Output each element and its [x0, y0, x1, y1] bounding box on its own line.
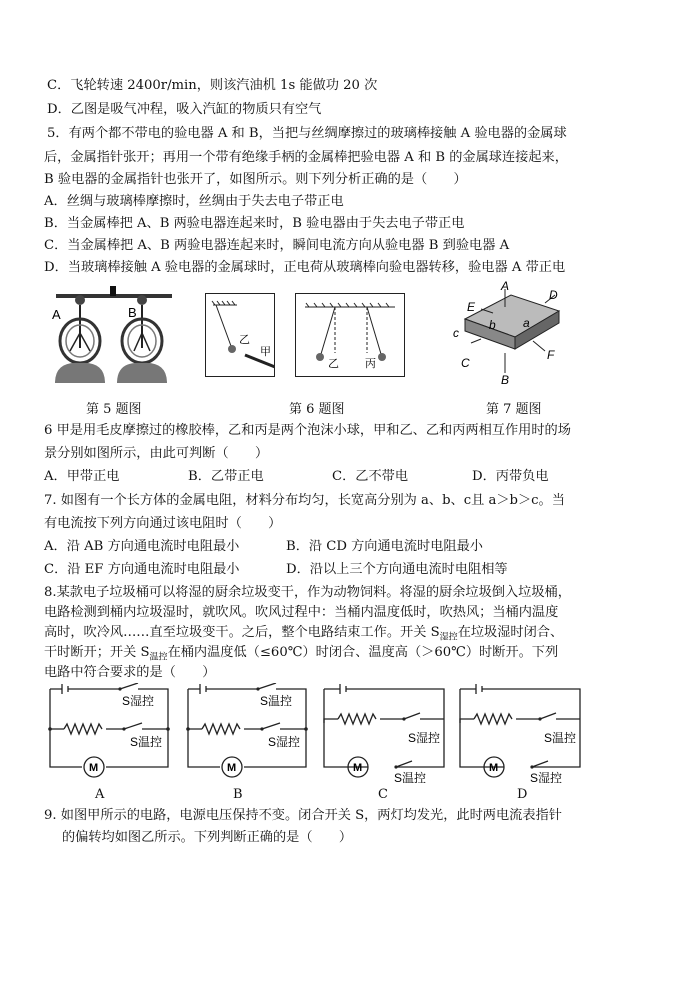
- q7-option-b: B．沿 CD 方向通电流时电阻最小: [286, 539, 483, 554]
- svg-text:A: A: [501, 281, 510, 293]
- sphere-b: [137, 295, 147, 305]
- svg-text:丙: 丙: [365, 358, 376, 370]
- svg-text:S湿控: S湿控: [122, 694, 155, 708]
- q8-line4-end: 在桶内温度低（≤60℃）时闭合、温度高（＞60℃）时断开。下列: [167, 645, 559, 660]
- q6-stem-line2: 景分别如图所示，由此可判断（ ）: [44, 446, 269, 461]
- figure-7-caption: 第 7 题图: [486, 402, 542, 417]
- svg-text:b: b: [489, 318, 496, 332]
- q8-stem-line2: 电路检测到桶内垃圾湿时，就吹风。吹风过程中：当桶内温度低时，吹热风；当桶内温度: [44, 605, 559, 620]
- svg-text:B: B: [501, 373, 510, 387]
- circuit-c: [320, 683, 450, 783]
- q6-option-b: B．乙带正电: [188, 469, 264, 484]
- q7-option-d: D．沿以上三个方向通电流时电阻相等: [286, 562, 508, 577]
- svg-text:F: F: [547, 348, 555, 362]
- circuit-b-label: B: [233, 787, 243, 802]
- q4-option-d: D．乙图是吸气冲程，吸入汽缸的物质只有空气: [47, 102, 322, 117]
- circuit-a-label: A: [95, 787, 105, 802]
- svg-text:C: C: [461, 356, 470, 370]
- q8-stem-line1: 8.某款电子垃圾桶可以将湿的厨余垃圾变干，作为动物饲料。将湿的厨余垃圾倒入垃圾桶，: [44, 585, 571, 600]
- q8-line4-sub: 温控: [149, 652, 168, 663]
- q4-option-c: C．飞轮转速 2400r/min，则该汽油机 1s 能做功 20 次: [47, 78, 378, 93]
- q6-option-a: A．甲带正电: [44, 469, 120, 484]
- svg-text:D: D: [549, 288, 558, 302]
- q8-stem-line4: [44, 645, 558, 666]
- q8-line3-text: 高时，吹冷风……直至垃圾变干。之后，整个电路结束工作。开关 S: [44, 625, 440, 640]
- circuit-d: [456, 683, 586, 783]
- q8-stem-line3: [44, 625, 563, 646]
- electroscope-b: [117, 305, 167, 383]
- svg-text:S温控: S温控: [260, 694, 293, 708]
- q9-stem-line1: 9. 如图甲所示的电路，电源电压保持不变。闭合开关 S，两灯均发光，此时两电流表指针: [44, 808, 562, 823]
- q5-option-b: B．当金属棒把 A、B 两验电器连起来时，B 验电器由于失去电子带正电: [44, 216, 465, 231]
- figure-7-resistor-block: [445, 281, 595, 387]
- svg-text:S湿控: S湿控: [530, 771, 563, 783]
- label-b: B: [128, 305, 137, 320]
- figure-5-caption: 第 5 题图: [86, 402, 142, 417]
- figure-6-right: [295, 293, 405, 377]
- q7-option-c: C．沿 EF 方向通电流时电阻最小: [44, 562, 240, 577]
- svg-text:S温控: S温控: [130, 735, 163, 749]
- circuit-a: [44, 683, 174, 783]
- q6-option-c: C．乙不带电: [332, 469, 409, 484]
- svg-text:S温控: S温控: [544, 731, 577, 745]
- q8-line3-end: 在垃圾湿时闭合、: [457, 625, 564, 640]
- svg-text:乙: 乙: [239, 334, 250, 346]
- svg-text:M: M: [227, 762, 237, 774]
- figure-6-caption: 第 6 题图: [289, 402, 345, 417]
- svg-text:S温控: S温控: [394, 771, 427, 783]
- svg-text:M: M: [89, 762, 99, 774]
- q9-stem-line2: 的偏转均如图乙所示。下列判断正确的是（ ）: [62, 830, 353, 845]
- q6-stem-line1: 6 甲是用毛皮摩擦过的橡胶棒，乙和丙是两个泡沫小球，甲和乙、乙和丙两相互作用时的场: [44, 423, 571, 438]
- q5-stem-line1: 5．有两个都不带电的验电器 A 和 B，当把与丝绸摩擦过的玻璃棒接触 A 验电器的金属球: [47, 126, 567, 141]
- figure-6-left: [205, 293, 275, 377]
- ball-yi: [228, 345, 236, 353]
- ball-yi-2: [316, 353, 324, 361]
- circuit-b: [182, 683, 312, 783]
- q7-option-a: A．沿 AB 方向通电流时电阻最小: [44, 539, 240, 554]
- q5-option-d: D．当玻璃棒接触 A 验电器的金属球时，正电荷从玻璃棒向验电器转移，验电器 A 带正电: [44, 260, 566, 275]
- ball-bing: [378, 353, 386, 361]
- q7-stem-line2: 有电流按下列方向通过该电阻时（ ）: [44, 516, 282, 531]
- q5-option-c: C．当金属棒把 A、B 两验电器连起来时，瞬间电流方向从验电器 B 到验电器 A: [44, 238, 510, 253]
- sphere-a: [75, 295, 85, 305]
- svg-text:E: E: [467, 300, 476, 314]
- electroscope-a: [55, 305, 105, 383]
- label-a: A: [52, 307, 61, 322]
- svg-text:M: M: [353, 762, 363, 774]
- svg-text:M: M: [489, 762, 499, 774]
- q5-stem-line2: 后，金属指针张开；再用一个带有绝缘手柄的金属棒把验电器 A 和 B 的金属球连接起来，: [44, 150, 568, 165]
- q8-line4-text: 干时断开；开关 S: [44, 645, 150, 660]
- q8-stem-line5: 电路中符合要求的是（ ）: [44, 665, 216, 680]
- svg-text:S湿控: S湿控: [408, 731, 441, 745]
- svg-text:S湿控: S湿控: [268, 735, 301, 749]
- circuit-d-label: D: [517, 787, 528, 802]
- circuit-c-label: C: [378, 787, 388, 802]
- q8-line3-sub: 湿控: [439, 632, 458, 643]
- svg-text:c: c: [453, 326, 459, 340]
- svg-text:a: a: [523, 316, 530, 330]
- q6-option-d: D．丙带负电: [472, 469, 549, 484]
- q5-option-a: A．丝绸与玻璃棒摩擦时，丝绸由于失去电子带正电: [44, 194, 344, 209]
- q5-stem-line3: B 验电器的金属指针也张开了，如图所示。则下列分析正确的是（ ）: [44, 172, 467, 187]
- rod-handle: [110, 286, 116, 296]
- q7-stem-line1: 7. 如图有一个长方体的金属电阻，材料分布均匀，长宽高分别为 a、b、c且 a＞b＞c。当: [44, 493, 565, 508]
- figure-5-electroscopes: [40, 283, 180, 388]
- svg-text:甲: 甲: [260, 346, 271, 358]
- svg-text:乙: 乙: [328, 358, 339, 370]
